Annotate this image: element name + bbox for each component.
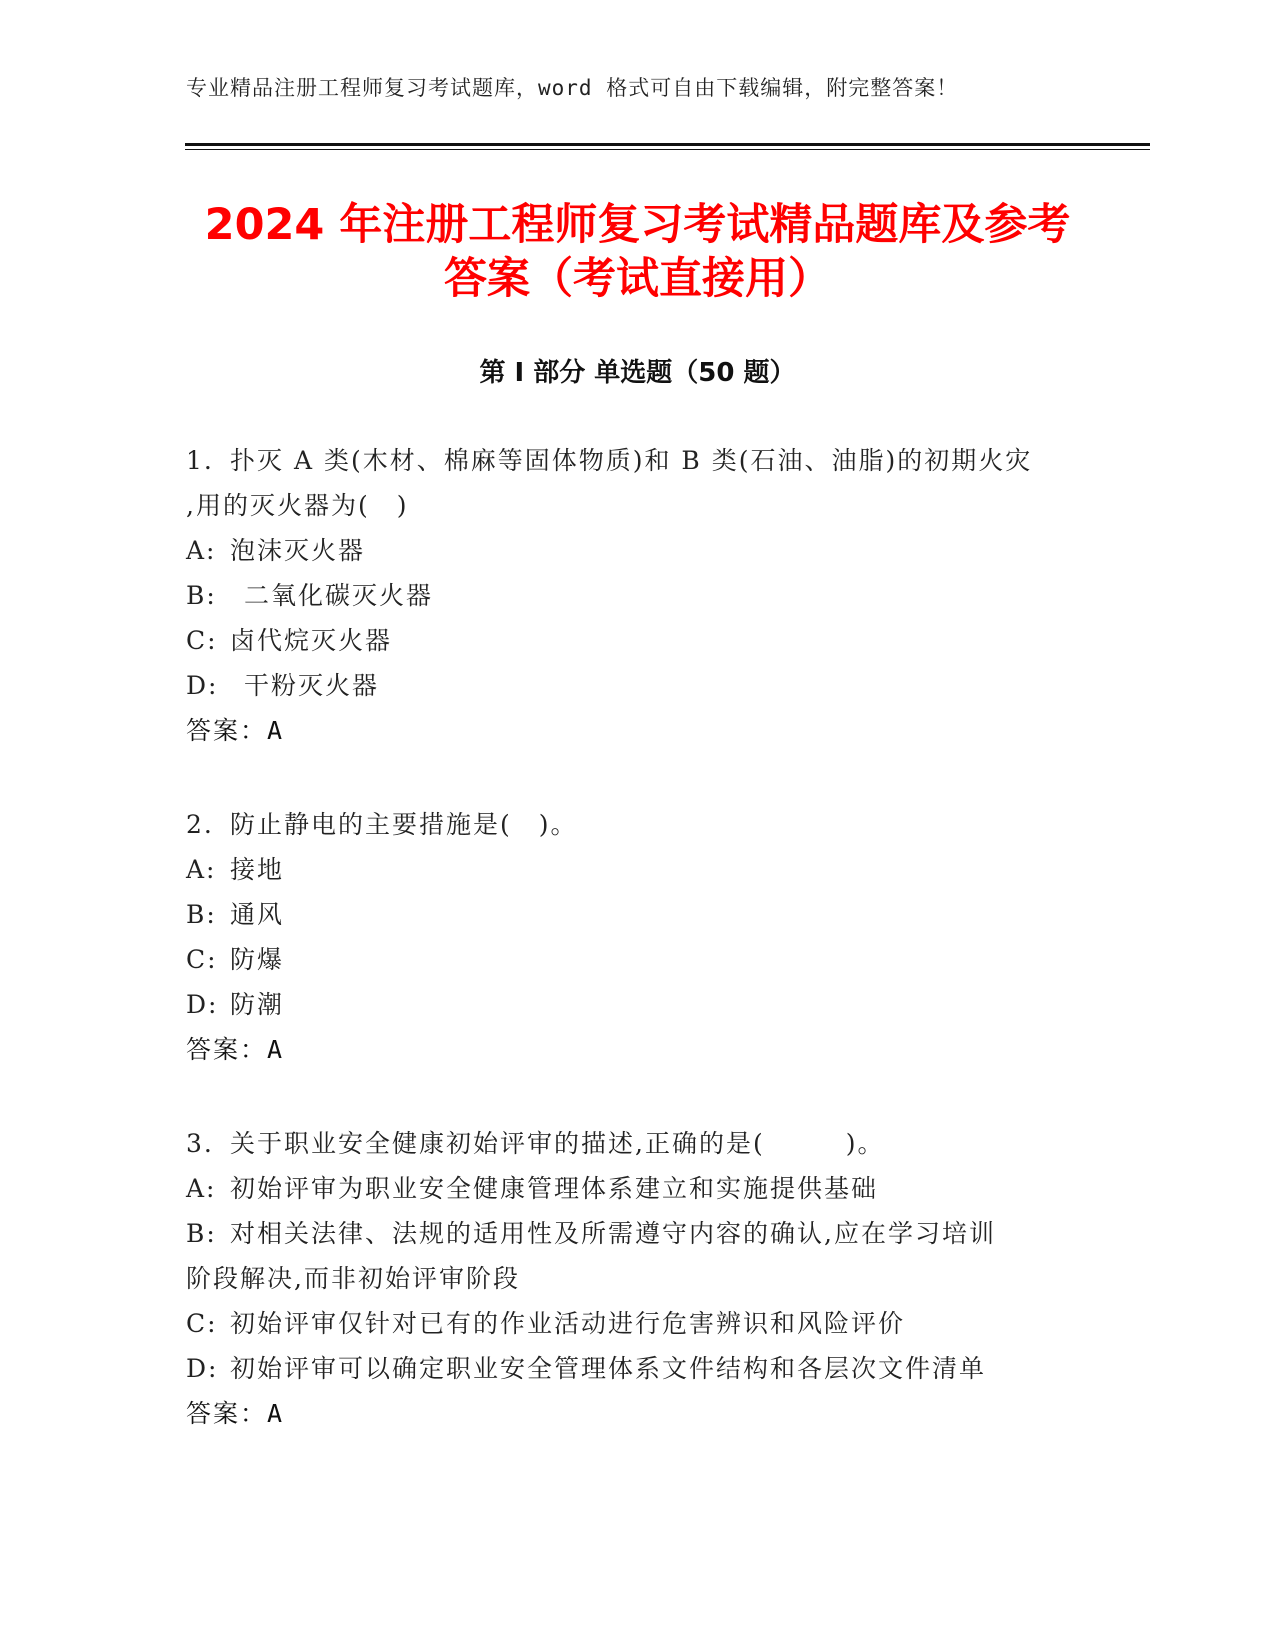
option-b <box>186 892 1076 937</box>
option-label: C: <box>186 626 218 655</box>
option-label: D: <box>186 671 219 700</box>
question-stem-continuation: ,用的灭火器为( ) <box>186 491 409 520</box>
option-text: 卤代烷灭火器 <box>230 626 393 655</box>
option-text: 对相关法律、法规的适用性及所需遵守内容的确认,应在学习培训 <box>230 1219 996 1248</box>
question-stem <box>186 1121 1076 1166</box>
option-text: 接地 <box>230 855 285 884</box>
option-text: 二氧化碳灭火器 <box>244 581 434 610</box>
document-title-line1: 2024 年注册工程师复习考试精品题库及参考 <box>204 200 1071 250</box>
option-b <box>186 573 1076 618</box>
option-a <box>186 847 1076 892</box>
option-label: C: <box>186 1309 218 1338</box>
option-c <box>186 1301 1076 1346</box>
question-stem-text: 防止静电的主要措施是( )。 <box>230 810 578 839</box>
question-stem <box>186 438 1076 483</box>
option-label: D: <box>186 990 219 1019</box>
question-stem <box>186 802 1076 847</box>
question-2 <box>186 802 1076 1072</box>
question-1 <box>186 438 1076 753</box>
option-label: B: <box>186 900 217 929</box>
option-label: B: <box>186 1219 217 1248</box>
header-rule-thick <box>185 143 1150 146</box>
option-text: 泡沫灭火器 <box>230 536 366 565</box>
option-d <box>186 982 1076 1027</box>
option-c <box>186 937 1076 982</box>
option-text: 防潮 <box>230 990 285 1019</box>
option-d <box>186 1346 1076 1391</box>
option-c <box>186 618 1076 663</box>
answer-label: 答案： <box>186 716 268 745</box>
answer-value: A <box>267 1399 285 1428</box>
question-number: 2. <box>186 810 214 839</box>
answer-label: 答案： <box>186 1035 268 1064</box>
option-text: 干粉灭火器 <box>244 671 380 700</box>
option-a <box>186 1166 1076 1211</box>
document-title <box>150 198 1125 306</box>
answer-value: A <box>267 1035 285 1064</box>
option-label: B: <box>186 581 217 610</box>
option-label: A: <box>186 855 217 884</box>
option-label: C: <box>186 945 218 974</box>
question-stem-text: 扑灭 A 类(木材、棉麻等固体物质)和 B 类(石油、油脂)的初期火灾 <box>230 446 1033 475</box>
answer-line <box>186 708 1076 753</box>
question-3 <box>186 1121 1076 1436</box>
option-b-continuation: 阶段解决,而非初始评审阶段 <box>186 1264 520 1293</box>
option-text: 通风 <box>230 900 285 929</box>
option-text: 初始评审仅针对已有的作业活动进行危害辨识和风险评价 <box>230 1309 906 1338</box>
option-label: A: <box>186 1174 217 1203</box>
question-number: 3. <box>186 1129 214 1158</box>
option-b <box>186 1211 1076 1256</box>
option-d <box>186 663 1076 708</box>
answer-line <box>186 1391 1076 1436</box>
option-label: A: <box>186 536 217 565</box>
answer-label: 答案： <box>186 1399 268 1428</box>
answer-value: A <box>267 716 285 745</box>
section-title: 第 I 部分 单选题（50 题） <box>479 358 796 388</box>
header-note: 专业精品注册工程师复习考试题库，word 格式可自由下载编辑，附完整答案！ <box>186 76 959 100</box>
document-title-line2: 答案（考试直接用） <box>444 254 831 304</box>
option-a <box>186 528 1076 573</box>
answer-line <box>186 1027 1076 1072</box>
option-text: 初始评审可以确定职业安全管理体系文件结构和各层次文件清单 <box>230 1354 987 1383</box>
option-text: 初始评审为职业安全健康管理体系建立和实施提供基础 <box>230 1174 879 1203</box>
option-text: 防爆 <box>230 945 285 974</box>
question-stem-text: 关于职业安全健康初始评审的描述,正确的是( )。 <box>230 1129 885 1158</box>
question-number: 1. <box>186 446 214 475</box>
header-rule-thin <box>185 149 1150 150</box>
option-label: D: <box>186 1354 219 1383</box>
